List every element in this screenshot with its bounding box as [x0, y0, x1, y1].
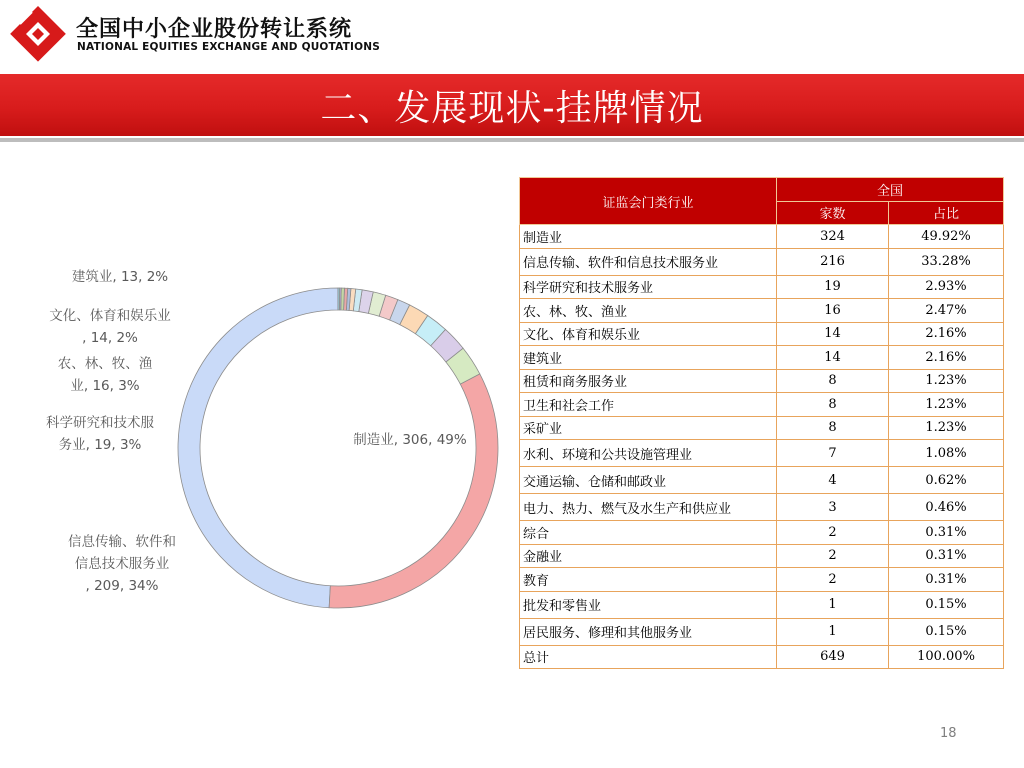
page-title: 二、发展现状-挂牌情况 [320, 88, 704, 129]
row-name: 科学研究和技术服务业 [520, 275, 777, 299]
row-name: 总计 [520, 645, 777, 669]
row-count: 8 [777, 416, 889, 440]
row-name: 采矿业 [520, 416, 777, 440]
donut-slice [178, 288, 338, 608]
row-count: 19 [777, 275, 889, 299]
row-name: 建筑业 [520, 346, 777, 370]
slice-label: 制造业, 306, 49% [353, 432, 467, 448]
row-name: 金融业 [520, 544, 777, 568]
row-name: 批发和零售业 [520, 591, 777, 618]
header-group: 全国 [777, 178, 1004, 202]
page-number: 18 [940, 726, 957, 741]
header [0, 0, 1024, 72]
row-share: 1.23% [889, 369, 1004, 393]
row-count: 3 [777, 494, 889, 521]
row-name: 租赁和商务服务业 [520, 369, 777, 393]
industry-table [519, 177, 1004, 669]
table-row [520, 494, 1004, 521]
row-share: 100.00% [889, 645, 1004, 669]
header-count: 家数 [777, 201, 889, 225]
row-name: 文化、体育和娱乐业 [520, 322, 777, 346]
donut-slice [329, 374, 498, 608]
row-count: 7 [777, 440, 889, 467]
row-share: 0.31% [889, 544, 1004, 568]
table-row [520, 440, 1004, 467]
row-name: 居民服务、修理和其他服务业 [520, 618, 777, 645]
row-share: 2.47% [889, 299, 1004, 323]
row-count: 14 [777, 322, 889, 346]
row-name: 交通运输、仓储和邮政业 [520, 467, 777, 494]
row-count: 649 [777, 645, 889, 669]
table-body [520, 225, 1004, 669]
row-share: 33.28% [889, 248, 1004, 275]
row-count: 1 [777, 618, 889, 645]
row-name: 农、林、牧、渔业 [520, 299, 777, 323]
slice-label: 信息传输、软件和信息技术服务业, 209, 34% [68, 534, 176, 594]
table-row [520, 275, 1004, 299]
row-name: 卫生和社会工作 [520, 393, 777, 417]
slice-label: 文化、体育和娱乐业, 14, 2% [49, 308, 171, 346]
slice-label: 建筑业, 13, 2% [71, 269, 169, 285]
table-row [520, 322, 1004, 346]
row-count: 4 [777, 467, 889, 494]
slice-label: 农、林、牧、渔业, 16, 3% [57, 356, 153, 394]
logo-text-en: NATIONAL EQUITIES EXCHANGE AND QUOTATIONS [77, 41, 380, 53]
table-row [520, 467, 1004, 494]
row-share: 0.46% [889, 494, 1004, 521]
row-share: 0.31% [889, 521, 1004, 545]
row-name: 教育 [520, 568, 777, 592]
row-count: 8 [777, 369, 889, 393]
table-row [520, 369, 1004, 393]
donut-slices [178, 288, 498, 608]
row-count: 1 [777, 591, 889, 618]
row-count: 8 [777, 393, 889, 417]
row-share: 2.93% [889, 275, 1004, 299]
row-share: 2.16% [889, 322, 1004, 346]
title-divider [0, 138, 1024, 142]
slice-label: 科学研究和技术服务业, 19, 3% [46, 415, 154, 453]
row-count: 324 [777, 225, 889, 249]
row-name: 水利、环境和公共设施管理业 [520, 440, 777, 467]
row-count: 2 [777, 521, 889, 545]
table-row [520, 568, 1004, 592]
table-row [520, 248, 1004, 275]
row-share: 0.62% [889, 467, 1004, 494]
row-share: 2.16% [889, 346, 1004, 370]
table-row [520, 645, 1004, 669]
row-count: 2 [777, 568, 889, 592]
row-name: 信息传输、软件和信息技术服务业 [520, 248, 777, 275]
row-name: 制造业 [520, 225, 777, 249]
table-row [520, 346, 1004, 370]
logo-text-cn: 全国中小企业股份转让系统 [76, 17, 353, 42]
table-row [520, 544, 1004, 568]
table-row [520, 521, 1004, 545]
logo-icon [10, 6, 66, 62]
table-row [520, 225, 1004, 249]
table-row [520, 591, 1004, 618]
donut-chart [0, 150, 510, 710]
row-share: 1.23% [889, 416, 1004, 440]
row-share: 1.08% [889, 440, 1004, 467]
table-row [520, 393, 1004, 417]
row-count: 2 [777, 544, 889, 568]
row-count: 16 [777, 299, 889, 323]
donut-slice [338, 288, 340, 310]
table-row [520, 618, 1004, 645]
row-share: 0.15% [889, 618, 1004, 645]
row-share: 49.92% [889, 225, 1004, 249]
row-share: 0.31% [889, 568, 1004, 592]
table-row [520, 416, 1004, 440]
title-band [0, 74, 1024, 136]
row-count: 216 [777, 248, 889, 275]
row-share: 1.23% [889, 393, 1004, 417]
header-share: 占比 [889, 201, 1004, 225]
row-name: 电力、热力、燃气及水生产和供应业 [520, 494, 777, 521]
row-share: 0.15% [889, 591, 1004, 618]
row-name: 综合 [520, 521, 777, 545]
row-count: 14 [777, 346, 889, 370]
header-category: 证监会门类行业 [520, 178, 777, 225]
table-row [520, 299, 1004, 323]
